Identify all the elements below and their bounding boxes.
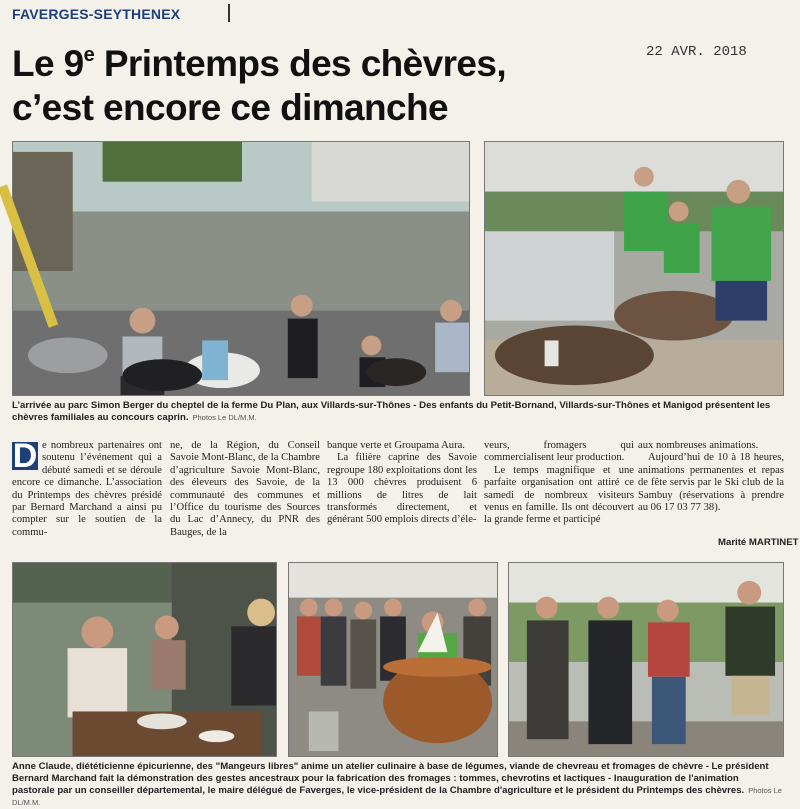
photo-cheese-workshop bbox=[12, 562, 277, 757]
headline-line-2: c’est encore ce dimanche bbox=[12, 87, 448, 128]
article-column-1: D e nombreux partenaires ont soutenu l’événement qui a débuté samedi et se déroule encore ce dimanche. L’association du Printemps des chèvres présidé par Bernard Marchand a ainsi pu compter sur le soutien de la commu- bbox=[12, 437, 162, 538]
article-column-2: ne, de la Région, du Conseil Savoie Mont-Blanc, de la Chambre d’agriculture Savoie Mont-Blanc, des éleveurs des Savoie, de la communauté des communes et l’Office du tourisme des Sources du Lac d’Annecy, du PNR des Bauges, de la bbox=[170, 440, 320, 538]
photo-credit: Photos Le DL/M.M. bbox=[192, 413, 257, 422]
photo-crowd-demo bbox=[288, 562, 498, 757]
article-column-4: veurs, fromagers qui commercialisent leur production. Le temps magnifique et une parfaite organisation ont attiré ce samedi de nombreux visiteurs venus en famille. Ils ont découvert la grande ferme et participé bbox=[484, 440, 634, 526]
top-photos-caption: L’arrivée au parc Simon Berger du cheptel de la ferme Du Plan, aux Villards-sur-Thônes - Des enfants du Petit-Bornand, Villards-sur-Thônes et Manigod présentent les chèvres familiales au concours caprin. Photos Le DL/M.M. bbox=[12, 400, 771, 423]
photo-goats-parade bbox=[12, 141, 470, 396]
section-title: FAVERGES-SEYTHENEX bbox=[12, 6, 181, 22]
page-header bbox=[0, 0, 800, 28]
drop-cap: D bbox=[12, 437, 38, 475]
photo-credit-bottom: Photos Le DL/M.M. bbox=[12, 786, 782, 807]
photo-children-goats bbox=[484, 141, 784, 396]
article-column-3: banque verte et Groupama Aura. La filière caprine des Savoie regroupe 180 exploitations dont les 13 000 chèvres produisent 6 millions de litres de lait transformés directement, et générant 500 emplois directs d’éle- bbox=[327, 440, 477, 526]
publication-date: 22 AVR. 2018 bbox=[646, 44, 747, 60]
article-column-5: aux nombreuses animations. Aujourd’hui de 10 à 18 heures, animations permanentes et repas de fête servis par le Ski club de la Sambuy (réservations à prendre au 06 17 03 77 38). bbox=[638, 440, 784, 514]
headline bbox=[12, 33, 602, 130]
bottom-photos-caption: Anne Claude, diététicienne épicurienne, des "Mangeurs libres" anime un atelier culinaire à base de légumes, viande de chevreau et fromages de chèvre - Le président Bernard Marchand fait la démonstration des gestes ancestraux pour la fabrication des fromages : tommes, chevrotins et lactiques - Inauguration de l'animation pastorale par un conseiller départemental, le maire délégué de Faverges, le vice-président de la Chambre d'agriculture et le président du Printemps des chèvres. Photos Le DL/M.M. bbox=[12, 761, 782, 807]
article-author: Marité MARTINET bbox=[718, 537, 799, 548]
headline-line-1: Le 9e Printemps des chèvres, bbox=[12, 43, 507, 84]
section-divider bbox=[228, 4, 230, 22]
photo-officials bbox=[508, 562, 784, 757]
